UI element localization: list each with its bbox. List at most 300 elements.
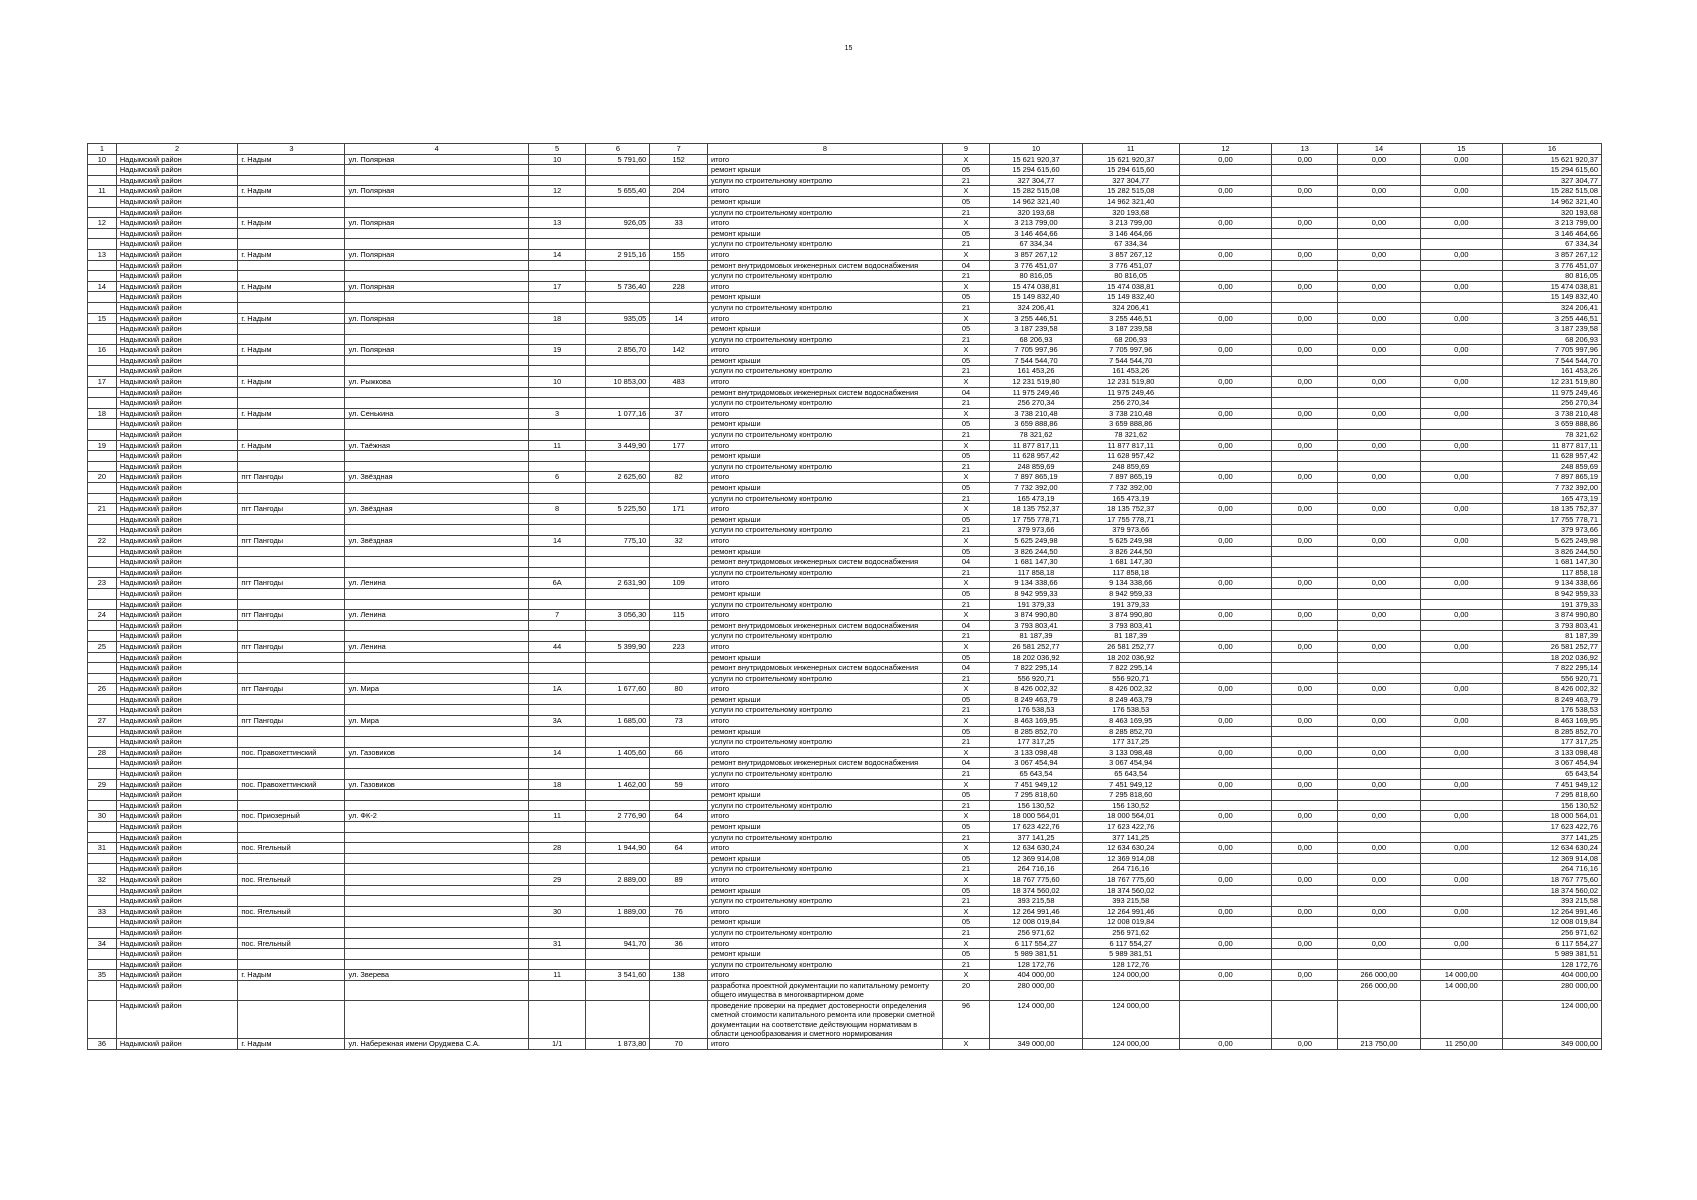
- cell-settlement: г. Надым: [238, 313, 345, 324]
- table-row: [88, 864, 1602, 875]
- cell-house-number: 10: [528, 154, 586, 165]
- cell-row-number: [88, 302, 117, 313]
- cell-grand-total: 3 738 210,48: [1503, 408, 1602, 419]
- cell-fund-cost: 191 379,33: [1082, 599, 1179, 610]
- cell-area: 1 889,00: [586, 906, 650, 917]
- cell-street: [345, 302, 528, 313]
- table-body: [88, 154, 1602, 1049]
- cell-area: [586, 451, 650, 462]
- cell-area: [586, 430, 650, 441]
- cell-street: [345, 546, 528, 557]
- cell-residents: 89: [650, 874, 708, 885]
- cell-house-number: [528, 726, 586, 737]
- cell-owners-cost: 0,00: [1338, 440, 1420, 451]
- cell-residents: [650, 790, 708, 801]
- cell-work-code: 05: [942, 419, 989, 430]
- cell-residents: [650, 885, 708, 896]
- cell-residents: [650, 196, 708, 207]
- cell-area: [586, 758, 650, 769]
- cell-grand-total: 556 920,71: [1503, 673, 1602, 684]
- cell-owners-cost: [1338, 673, 1420, 684]
- cell-work-type: итого: [707, 906, 942, 917]
- cell-work-type: итого: [707, 578, 942, 589]
- cell-budget-cost: 0,00: [1179, 578, 1272, 589]
- cell-row-number: [88, 355, 117, 366]
- cell-municipal-cost: [1272, 737, 1338, 748]
- cell-residents: 152: [650, 154, 708, 165]
- cell-other-cost: [1420, 557, 1502, 568]
- cell-fund-cost: 15 621 920,37: [1082, 154, 1179, 165]
- cell-budget-cost: 0,00: [1179, 472, 1272, 483]
- cell-street: [345, 366, 528, 377]
- cell-residents: [650, 769, 708, 780]
- cell-fund-cost: 6 117 554,27: [1082, 938, 1179, 949]
- cell-owners-cost: 0,00: [1338, 535, 1420, 546]
- cell-row-number: [88, 790, 117, 801]
- cell-other-cost: [1420, 514, 1502, 525]
- cell-work-type: итого: [707, 408, 942, 419]
- cell-street: [345, 694, 528, 705]
- cell-fund-cost: 7 451 949,12: [1082, 779, 1179, 790]
- cell-street: [345, 853, 528, 864]
- cell-row-number: [88, 1000, 117, 1039]
- cell-budget-cost: [1179, 853, 1272, 864]
- cell-settlement: [238, 430, 345, 441]
- cell-settlement: [238, 705, 345, 716]
- cell-settlement: [238, 927, 345, 938]
- cell-work-type: итого: [707, 186, 942, 197]
- table-row: [88, 790, 1602, 801]
- cell-house-number: [528, 949, 586, 960]
- cell-street: [345, 419, 528, 430]
- cell-area: 10 853,00: [586, 377, 650, 388]
- cell-row-number: [88, 514, 117, 525]
- cell-total-cost: 6 117 554,27: [990, 938, 1083, 949]
- cell-district: Надымский район: [116, 949, 238, 960]
- cell-work-type: итого: [707, 747, 942, 758]
- table-row: [88, 588, 1602, 599]
- cell-area: [586, 864, 650, 875]
- cell-budget-cost: [1179, 493, 1272, 504]
- cell-municipal-cost: [1272, 885, 1338, 896]
- cell-work-code: Х: [942, 440, 989, 451]
- cell-budget-cost: [1179, 525, 1272, 536]
- cell-row-number: [88, 165, 117, 176]
- table-row: [88, 387, 1602, 398]
- cell-total-cost: 18 135 752,37: [990, 504, 1083, 515]
- cell-fund-cost: 177 317,25: [1082, 737, 1179, 748]
- cell-work-code: 05: [942, 292, 989, 303]
- table-row: [88, 165, 1602, 176]
- cell-district: Надымский район: [116, 631, 238, 642]
- cell-budget-cost: [1179, 334, 1272, 345]
- cell-municipal-cost: 0,00: [1272, 472, 1338, 483]
- col-header-1: 1: [88, 144, 117, 155]
- cell-district: Надымский район: [116, 959, 238, 970]
- cell-total-cost: 320 193,68: [990, 207, 1083, 218]
- cell-street: ул. Газовиков: [345, 747, 528, 758]
- cell-fund-cost: 11 877 817,11: [1082, 440, 1179, 451]
- cell-work-code: 05: [942, 324, 989, 335]
- cell-row-number: [88, 525, 117, 536]
- cell-settlement: [238, 694, 345, 705]
- cell-municipal-cost: [1272, 949, 1338, 960]
- cell-area: [586, 663, 650, 674]
- cell-residents: [650, 461, 708, 472]
- cell-house-number: 11: [528, 811, 586, 822]
- cell-owners-cost: [1338, 663, 1420, 674]
- table-row: [88, 334, 1602, 345]
- table-row: [88, 430, 1602, 441]
- cell-work-code: Х: [942, 938, 989, 949]
- cell-row-number: [88, 927, 117, 938]
- cell-area: [586, 631, 650, 642]
- cell-other-cost: [1420, 790, 1502, 801]
- cell-owners-cost: [1338, 726, 1420, 737]
- cell-total-cost: 3 255 446,51: [990, 313, 1083, 324]
- cell-residents: 171: [650, 504, 708, 515]
- cell-owners-cost: [1338, 694, 1420, 705]
- cell-house-number: 18: [528, 313, 586, 324]
- cell-area: [586, 980, 650, 1000]
- cell-owners-cost: 0,00: [1338, 313, 1420, 324]
- cell-work-code: 05: [942, 546, 989, 557]
- cell-grand-total: 11 975 249,46: [1503, 387, 1602, 398]
- cell-fund-cost: 379 973,66: [1082, 525, 1179, 536]
- cell-residents: 32: [650, 535, 708, 546]
- cell-residents: [650, 980, 708, 1000]
- cell-settlement: [238, 620, 345, 631]
- cell-area: [586, 927, 650, 938]
- cell-grand-total: 15 474 038,81: [1503, 281, 1602, 292]
- cell-house-number: [528, 239, 586, 250]
- cell-settlement: [238, 652, 345, 663]
- cell-owners-cost: 0,00: [1338, 186, 1420, 197]
- cell-street: ул. Звёздная: [345, 504, 528, 515]
- cell-municipal-cost: [1272, 366, 1338, 377]
- cell-settlement: [238, 853, 345, 864]
- cell-district: Надымский район: [116, 970, 238, 981]
- cell-fund-cost: 320 193,68: [1082, 207, 1179, 218]
- cell-grand-total: 12 231 519,80: [1503, 377, 1602, 388]
- cell-fund-cost: 68 206,93: [1082, 334, 1179, 345]
- cell-row-number: [88, 493, 117, 504]
- cell-other-cost: [1420, 758, 1502, 769]
- cell-work-type: итого: [707, 472, 942, 483]
- cell-residents: [650, 271, 708, 282]
- cell-total-cost: 11 975 249,46: [990, 387, 1083, 398]
- cell-street: [345, 355, 528, 366]
- cell-total-cost: 18 202 036,92: [990, 652, 1083, 663]
- table-row: [88, 366, 1602, 377]
- cell-house-number: [528, 483, 586, 494]
- cell-other-cost: [1420, 1000, 1502, 1039]
- cell-work-code: 05: [942, 885, 989, 896]
- cell-district: Надымский район: [116, 228, 238, 239]
- cell-total-cost: 15 621 920,37: [990, 154, 1083, 165]
- cell-settlement: г. Надым: [238, 218, 345, 229]
- cell-row-number: 19: [88, 440, 117, 451]
- table-row: [88, 377, 1602, 388]
- cell-street: ул. Набережная имени Оруджева С.А.: [345, 1039, 528, 1050]
- cell-budget-cost: 0,00: [1179, 716, 1272, 727]
- col-header-10: 10: [990, 144, 1083, 155]
- cell-residents: [650, 694, 708, 705]
- cell-area: [586, 557, 650, 568]
- cell-house-number: [528, 419, 586, 430]
- cell-district: Надымский район: [116, 938, 238, 949]
- cell-work-type: ремонт крыши: [707, 822, 942, 833]
- cell-other-cost: [1420, 165, 1502, 176]
- cell-owners-cost: [1338, 800, 1420, 811]
- cell-house-number: [528, 652, 586, 663]
- cell-work-code: 21: [942, 334, 989, 345]
- cell-work-code: 05: [942, 165, 989, 176]
- cell-area: 926,05: [586, 218, 650, 229]
- cell-work-code: 21: [942, 302, 989, 313]
- cell-fund-cost: 124 000,00: [1082, 1000, 1179, 1039]
- cell-row-number: 36: [88, 1039, 117, 1050]
- cell-owners-cost: 0,00: [1338, 641, 1420, 652]
- cell-work-code: 05: [942, 355, 989, 366]
- cell-other-cost: 0,00: [1420, 440, 1502, 451]
- cell-work-code: 05: [942, 822, 989, 833]
- cell-municipal-cost: [1272, 917, 1338, 928]
- page-number: 15: [844, 45, 853, 52]
- cell-area: [586, 239, 650, 250]
- cell-area: 1 077,16: [586, 408, 650, 419]
- cell-other-cost: 0,00: [1420, 747, 1502, 758]
- cell-house-number: 11: [528, 970, 586, 981]
- cell-settlement: [238, 832, 345, 843]
- cell-district: Надымский район: [116, 885, 238, 896]
- cell-work-code: Х: [942, 472, 989, 483]
- cell-settlement: пос. Правохеттинский: [238, 779, 345, 790]
- table-row: [88, 239, 1602, 250]
- cell-row-number: 12: [88, 218, 117, 229]
- cell-residents: 155: [650, 249, 708, 260]
- cell-residents: 76: [650, 906, 708, 917]
- cell-grand-total: 264 716,16: [1503, 864, 1602, 875]
- cell-budget-cost: [1179, 620, 1272, 631]
- cell-area: [586, 419, 650, 430]
- cell-house-number: [528, 292, 586, 303]
- cell-area: 1 873,80: [586, 1039, 650, 1050]
- cell-work-type: услуги по строительному контролю: [707, 705, 942, 716]
- cell-row-number: 32: [88, 874, 117, 885]
- cell-other-cost: [1420, 652, 1502, 663]
- cell-work-type: услуги по строительному контролю: [707, 430, 942, 441]
- cell-house-number: [528, 790, 586, 801]
- cell-fund-cost: 11 975 249,46: [1082, 387, 1179, 398]
- cell-municipal-cost: [1272, 271, 1338, 282]
- cell-street: [345, 705, 528, 716]
- cell-district: Надымский район: [116, 906, 238, 917]
- cell-owners-cost: [1338, 546, 1420, 557]
- cell-area: [586, 726, 650, 737]
- cell-budget-cost: [1179, 959, 1272, 970]
- cell-owners-cost: [1338, 822, 1420, 833]
- cell-municipal-cost: [1272, 790, 1338, 801]
- cell-work-code: Х: [942, 377, 989, 388]
- cell-street: [345, 843, 528, 854]
- cell-row-number: 14: [88, 281, 117, 292]
- cell-owners-cost: [1338, 461, 1420, 472]
- cell-fund-cost: 12 008 019,84: [1082, 917, 1179, 928]
- cell-area: [586, 292, 650, 303]
- cell-area: [586, 207, 650, 218]
- col-header-16: 16: [1503, 144, 1602, 155]
- cell-work-code: Х: [942, 154, 989, 165]
- cell-residents: [650, 430, 708, 441]
- cell-municipal-cost: [1272, 705, 1338, 716]
- cell-district: Надымский район: [116, 747, 238, 758]
- cell-area: [586, 175, 650, 186]
- cell-residents: 228: [650, 281, 708, 292]
- cell-work-type: услуги по строительному контролю: [707, 896, 942, 907]
- cell-budget-cost: [1179, 790, 1272, 801]
- cell-district: Надымский район: [116, 154, 238, 165]
- table-row: [88, 694, 1602, 705]
- table-row: [88, 440, 1602, 451]
- cell-work-code: Х: [942, 874, 989, 885]
- cell-municipal-cost: 0,00: [1272, 610, 1338, 621]
- cell-municipal-cost: [1272, 896, 1338, 907]
- cell-work-type: проведение проверки на предмет достоверности определения сметной стоимости капитального ремонта или проверки сметной документации на соответствие действующим нормативам в области ценообразования и сметного нормирования: [707, 1000, 942, 1039]
- cell-work-code: Х: [942, 578, 989, 589]
- cell-settlement: [238, 451, 345, 462]
- col-header-9: 9: [942, 144, 989, 155]
- cell-other-cost: [1420, 737, 1502, 748]
- cell-row-number: [88, 557, 117, 568]
- cell-house-number: 19: [528, 345, 586, 356]
- cell-settlement: [238, 588, 345, 599]
- cell-settlement: пос. Правохеттинский: [238, 747, 345, 758]
- cell-residents: [650, 737, 708, 748]
- cell-house-number: [528, 196, 586, 207]
- cell-residents: [650, 260, 708, 271]
- cell-area: [586, 673, 650, 684]
- cell-street: [345, 938, 528, 949]
- cell-fund-cost: 15 282 515,08: [1082, 186, 1179, 197]
- cell-total-cost: 81 187,39: [990, 631, 1083, 642]
- cell-street: [345, 927, 528, 938]
- cell-settlement: [238, 631, 345, 642]
- cell-row-number: 29: [88, 779, 117, 790]
- cell-district: Надымский район: [116, 525, 238, 536]
- cell-grand-total: 324 206,41: [1503, 302, 1602, 313]
- table-row: [88, 260, 1602, 271]
- cell-row-number: 20: [88, 472, 117, 483]
- cell-work-type: итого: [707, 716, 942, 727]
- cell-budget-cost: [1179, 355, 1272, 366]
- cell-municipal-cost: [1272, 165, 1338, 176]
- cell-house-number: 17: [528, 281, 586, 292]
- cell-budget-cost: [1179, 324, 1272, 335]
- cell-house-number: 8: [528, 504, 586, 515]
- cell-work-type: итого: [707, 874, 942, 885]
- cell-fund-cost: 3 659 888,86: [1082, 419, 1179, 430]
- cell-district: Надымский район: [116, 811, 238, 822]
- cell-budget-cost: 0,00: [1179, 345, 1272, 356]
- cell-residents: [650, 652, 708, 663]
- cell-district: Надымский район: [116, 673, 238, 684]
- table-row: [88, 843, 1602, 854]
- cell-row-number: [88, 546, 117, 557]
- cell-owners-cost: [1338, 292, 1420, 303]
- cell-fund-cost: 18 374 560,02: [1082, 885, 1179, 896]
- cell-work-type: услуги по строительному контролю: [707, 366, 942, 377]
- cell-grand-total: 8 942 959,33: [1503, 588, 1602, 599]
- cell-house-number: 6А: [528, 578, 586, 589]
- cell-house-number: [528, 1000, 586, 1039]
- cell-work-type: итого: [707, 313, 942, 324]
- cell-work-type: услуги по строительному контролю: [707, 864, 942, 875]
- cell-settlement: [238, 419, 345, 430]
- cell-work-code: Х: [942, 641, 989, 652]
- table-row: [88, 546, 1602, 557]
- cell-settlement: [238, 896, 345, 907]
- cell-district: Надымский район: [116, 398, 238, 409]
- cell-work-type: итого: [707, 779, 942, 790]
- cell-house-number: 3: [528, 408, 586, 419]
- cell-other-cost: 0,00: [1420, 811, 1502, 822]
- cell-municipal-cost: [1272, 228, 1338, 239]
- cell-residents: 138: [650, 970, 708, 981]
- cell-other-cost: [1420, 567, 1502, 578]
- cell-residents: [650, 631, 708, 642]
- cell-row-number: [88, 207, 117, 218]
- cell-work-code: 21: [942, 493, 989, 504]
- cell-work-code: Х: [942, 186, 989, 197]
- cell-owners-cost: 0,00: [1338, 472, 1420, 483]
- cell-budget-cost: 0,00: [1179, 747, 1272, 758]
- cell-residents: 82: [650, 472, 708, 483]
- cell-budget-cost: 0,00: [1179, 249, 1272, 260]
- cell-street: [345, 980, 528, 1000]
- cell-street: [345, 228, 528, 239]
- cell-owners-cost: 0,00: [1338, 281, 1420, 292]
- table-row: [88, 228, 1602, 239]
- cell-budget-cost: [1179, 366, 1272, 377]
- cell-total-cost: 8 249 463,79: [990, 694, 1083, 705]
- cell-street: [345, 663, 528, 674]
- cell-district: Надымский район: [116, 578, 238, 589]
- table-row: [88, 970, 1602, 981]
- cell-budget-cost: [1179, 514, 1272, 525]
- cell-other-cost: [1420, 207, 1502, 218]
- col-header-14: 14: [1338, 144, 1420, 155]
- cell-residents: [650, 419, 708, 430]
- cell-district: Надымский район: [116, 419, 238, 430]
- cell-fund-cost: 7 732 392,00: [1082, 483, 1179, 494]
- cell-total-cost: 3 826 244,50: [990, 546, 1083, 557]
- cell-settlement: [238, 758, 345, 769]
- cell-street: [345, 398, 528, 409]
- cell-residents: 33: [650, 218, 708, 229]
- cell-owners-cost: [1338, 196, 1420, 207]
- cell-owners-cost: [1338, 165, 1420, 176]
- cell-settlement: [238, 324, 345, 335]
- cell-budget-cost: [1179, 398, 1272, 409]
- cell-other-cost: [1420, 949, 1502, 960]
- cell-residents: [650, 292, 708, 303]
- cell-settlement: [238, 673, 345, 684]
- cell-fund-cost: 3 213 799,00: [1082, 218, 1179, 229]
- cell-budget-cost: [1179, 980, 1272, 1000]
- cell-residents: [650, 514, 708, 525]
- cell-municipal-cost: 0,00: [1272, 440, 1338, 451]
